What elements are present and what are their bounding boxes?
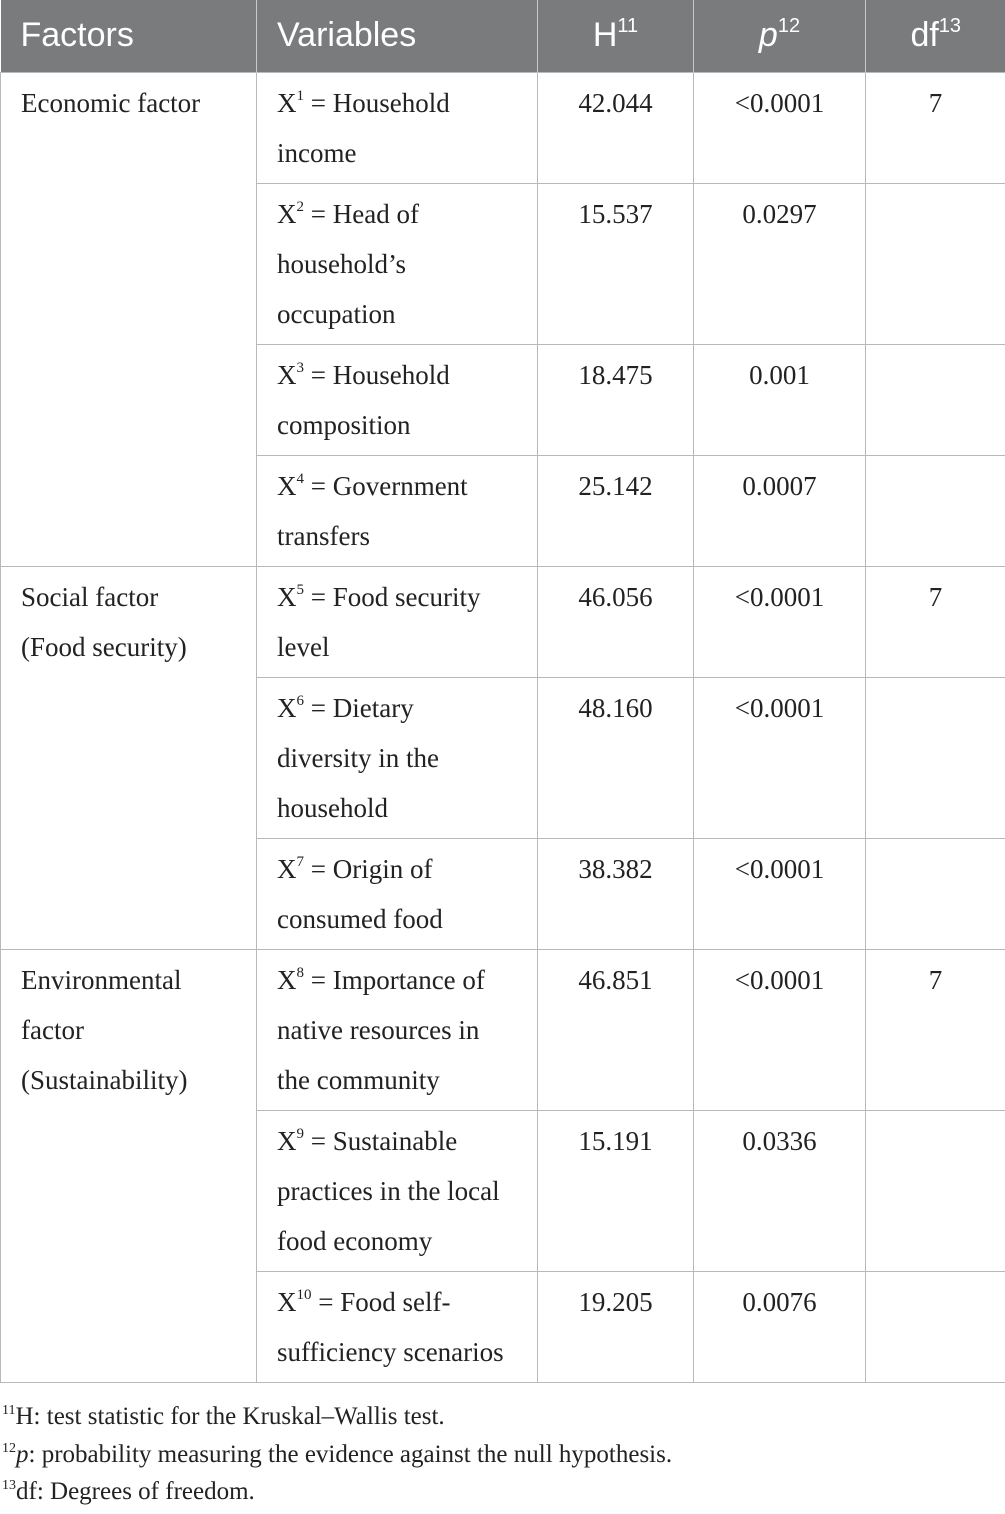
variable-symbol: X	[277, 853, 297, 884]
variable-symbol: X	[277, 581, 297, 612]
footnote-term: p	[16, 1440, 29, 1468]
df-value	[866, 344, 1005, 455]
p-value: 0.0297	[694, 183, 866, 344]
df-value	[866, 1110, 1005, 1271]
p-value: 0.0007	[694, 455, 866, 566]
h-value: 15.191	[538, 1110, 694, 1271]
p-value: <0.0001	[694, 566, 866, 677]
variable-text: = Government	[304, 470, 468, 501]
variable-line	[277, 572, 527, 622]
factor-label-line: Social factor	[21, 581, 159, 612]
h-value: 48.160	[538, 677, 694, 838]
variable-line	[277, 955, 527, 1005]
variable-index: 8	[296, 964, 304, 981]
p-value: <0.0001	[694, 838, 866, 949]
variable-index: 3	[296, 359, 304, 376]
factor-cell	[1, 72, 257, 566]
variable-line: occupation	[277, 298, 396, 329]
table-row	[1, 566, 1005, 677]
variable-text: = Sustainable	[304, 1125, 458, 1156]
variable-symbol: X	[277, 692, 297, 723]
variable-text: = Household	[304, 87, 450, 118]
variable-cell	[257, 1110, 538, 1271]
variable-line: practices in the local	[277, 1175, 500, 1206]
factor-cell	[1, 949, 257, 1382]
variable-text: = Head of	[304, 198, 419, 229]
p-value: 0.0336	[694, 1110, 866, 1271]
df-value: 7	[866, 949, 1005, 1110]
p-value: <0.0001	[694, 677, 866, 838]
variable-text: = Food security	[304, 581, 481, 612]
df-value	[866, 677, 1005, 838]
variable-symbol: X	[277, 87, 297, 118]
h-value: 19.205	[538, 1271, 694, 1382]
variable-line: composition	[277, 409, 411, 440]
variable-cell	[257, 838, 538, 949]
variable-cell	[257, 72, 538, 183]
header-factors: Factors	[1, 0, 257, 72]
df-value: 7	[866, 72, 1005, 183]
variable-line: sufficiency scenarios	[277, 1336, 504, 1367]
variable-index: 9	[296, 1125, 304, 1142]
variable-line: native resources in	[277, 1014, 480, 1045]
p-value: <0.0001	[694, 72, 866, 183]
variable-symbol: X	[277, 198, 297, 229]
variable-line: household	[277, 792, 388, 823]
p-value: 0.001	[694, 344, 866, 455]
variable-index: 7	[296, 853, 304, 870]
footnote-marker: 11	[2, 1403, 16, 1418]
variable-line: level	[277, 631, 330, 662]
df-value	[866, 838, 1005, 949]
footnote	[2, 1436, 672, 1474]
variable-text: = Origin of	[304, 853, 433, 884]
variable-cell	[257, 949, 538, 1110]
h-value: 18.475	[538, 344, 694, 455]
variable-cell	[257, 1271, 538, 1382]
variable-line: consumed food	[277, 903, 443, 934]
factor-label-line: (Food security)	[21, 631, 187, 662]
variable-index: 4	[296, 470, 304, 487]
variable-cell	[257, 566, 538, 677]
variable-line: food economy	[277, 1225, 433, 1256]
variable-line	[277, 1116, 527, 1166]
header-df: $df^{13}$	[866, 0, 1005, 72]
h-value: 25.142	[538, 455, 694, 566]
footnote-text: : Degrees of freedom.	[36, 1478, 255, 1505]
footnote	[2, 1473, 672, 1511]
table-row	[1, 72, 1005, 183]
variable-line: income	[277, 137, 357, 168]
variable-symbol: X	[277, 964, 297, 995]
variable-line	[277, 1277, 527, 1327]
variable-symbol: X	[277, 359, 297, 390]
factor-cell	[1, 566, 257, 949]
variable-text: = Household	[304, 359, 450, 390]
variable-line	[277, 189, 527, 239]
variable-index: 10	[296, 1286, 312, 1303]
variable-symbol: X	[277, 1286, 297, 1317]
h-value: 15.537	[538, 183, 694, 344]
variable-line	[277, 461, 527, 511]
variable-symbol: X	[277, 1125, 297, 1156]
variable-index: 2	[296, 198, 304, 215]
h-value: 38.382	[538, 838, 694, 949]
df-value	[866, 455, 1005, 566]
footnote-marker: 13	[2, 1478, 16, 1493]
variable-cell	[257, 677, 538, 838]
h-value: 46.851	[538, 949, 694, 1110]
variable-line: household’s	[277, 248, 407, 279]
header-p: $p^{12}$	[694, 0, 866, 72]
variable-index: 1	[296, 87, 304, 104]
variable-cell	[257, 183, 538, 344]
factor-label-line: Economic factor	[21, 87, 201, 118]
variable-line	[277, 78, 527, 128]
variable-line: diversity in the	[277, 742, 439, 773]
table-row	[1, 949, 1005, 1110]
df-value	[866, 1271, 1005, 1382]
df-value: 7	[866, 566, 1005, 677]
variable-symbol: X	[277, 470, 297, 501]
footnote-term: df	[16, 1478, 37, 1505]
variable-cell	[257, 344, 538, 455]
table-body	[1, 72, 1005, 1382]
variable-line	[277, 350, 527, 400]
h-value: 42.044	[538, 72, 694, 183]
header-h: $H^{11}$	[538, 0, 694, 72]
variable-text: = Dietary	[304, 692, 414, 723]
footnote-text: : probability measuring the evidence against the null hypothesis.	[28, 1440, 673, 1468]
footnote	[2, 1398, 672, 1436]
variable-text: = Food self-	[311, 1286, 451, 1317]
table-footnotes	[2, 1398, 672, 1511]
variable-text: = Importance of	[304, 964, 485, 995]
variable-index: 6	[296, 692, 304, 709]
variable-line: transfers	[277, 520, 370, 551]
footnote-term: H	[15, 1403, 34, 1430]
table-header-row	[1, 0, 1005, 72]
factor-label-line: factor	[21, 1014, 84, 1045]
footnote-marker: 12	[2, 1440, 16, 1456]
factor-label-line: (Sustainability)	[21, 1064, 188, 1095]
variable-line	[277, 844, 527, 894]
df-value	[866, 183, 1005, 344]
footnote-text: : test statistic for the Kruskal–Wallis test.	[33, 1403, 445, 1430]
header-variables: Variables	[257, 0, 538, 72]
variable-cell	[257, 455, 538, 566]
variable-line: the community	[277, 1064, 440, 1095]
variable-line	[277, 683, 527, 733]
factor-label-line: Environmental	[21, 964, 182, 995]
p-value: <0.0001	[694, 949, 866, 1110]
variable-index: 5	[296, 581, 304, 598]
p-value: 0.0076	[694, 1271, 866, 1382]
h-value: 46.056	[538, 566, 694, 677]
